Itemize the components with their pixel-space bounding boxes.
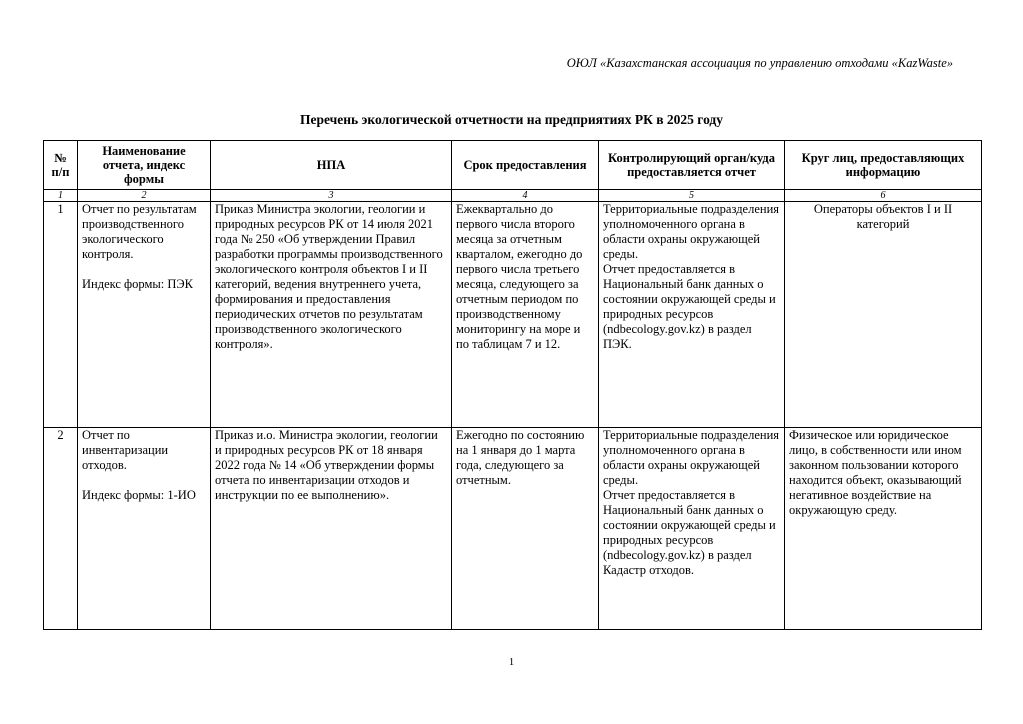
authority-text: Территориальные подразделения уполномоченного органа в области охраны окружающей среды. xyxy=(603,428,780,487)
report-name-cell xyxy=(78,428,211,630)
row-number: 2 xyxy=(44,428,78,630)
column-header-authority: Контролирующий орган/куда предоставляется отчет xyxy=(599,141,785,190)
deadline-cell: Ежеквартально до первого числа второго месяца за отчетным кварталом, ежегодно до первого числа третьего месяца, следующего за отчетным периодом по производственному мониторингу на море и по таблицам 7 и 12. xyxy=(452,202,599,428)
column-header-name: Наименование отчета, индекс формы xyxy=(78,141,211,190)
column-index: 4 xyxy=(452,190,599,202)
deadline-cell: Ежегодно по состоянию на 1 января до 1 марта года, следующего за отчетным. xyxy=(452,428,599,630)
column-header-npa: НПА xyxy=(211,141,452,190)
table-header-row xyxy=(44,141,982,190)
column-index: 2 xyxy=(78,190,211,202)
authority-note: Отчет предоставляется в Национальный банк данных о состоянии окружающей среды и природных ресурсов (ndbecology.gov.kz) в раздел Кадастр отходов. xyxy=(603,488,776,577)
column-header-number: № п/п xyxy=(44,141,78,190)
persons-cell: Физическое или юридическое лицо, в собственности или ином законном пользовании которого находится объект, оказывающий негативное воздействие на окружающую среду. xyxy=(785,428,982,630)
report-name: Отчет по инвентаризации отходов. xyxy=(82,428,169,472)
npa-cell: Приказ Министра экологии, геологии и природных ресурсов РК от 14 июля 2021 года № 250 «Об утверждении Правил разработки программы производственного экологического контроля объектов I и II категорий, ведения внутреннего учета, формирования и предоставления периодических отчетов по результатам производственного экологического контроля». xyxy=(211,202,452,428)
column-index: 6 xyxy=(785,190,982,202)
authority-note: Отчет предоставляется в Национальный банк данных о состоянии окружающей среды и природных ресурсов (ndbecology.gov.kz) в раздел ПЭК. xyxy=(603,262,776,351)
column-index: 5 xyxy=(599,190,785,202)
authority-cell xyxy=(599,428,785,630)
persons-cell: Операторы объектов I и II категорий xyxy=(785,202,982,428)
column-index: 1 xyxy=(44,190,78,202)
column-header-deadline: Срок предоставления xyxy=(452,141,599,190)
form-index: Индекс формы: 1-ИО xyxy=(82,488,196,502)
document-title: Перечень экологической отчетности на предприятиях РК в 2025 году xyxy=(299,112,724,127)
table-row xyxy=(44,202,982,428)
table-row xyxy=(44,428,982,630)
column-index: 3 xyxy=(211,190,452,202)
organization-header: ОЮЛ «Казахстанская ассоциация по управлению отходами «KazWaste» xyxy=(566,56,953,70)
npa-cell: Приказ и.о. Министра экологии, геологии и природных ресурсов РК от 18 января 2022 года № 14 «Об утверждении формы отчета по инвентаризации отходов и инструкции по ее выполнению». xyxy=(211,428,452,630)
column-header-persons: Круг лиц, предоставляющих информацию xyxy=(785,141,982,190)
report-name: Отчет по результатам производственного экологического контроля. xyxy=(82,202,197,261)
column-index-row xyxy=(44,190,982,202)
report-table xyxy=(43,140,982,630)
authority-text: Территориальные подразделения уполномоченного органа в области охраны окружающей среды. xyxy=(603,202,780,261)
form-index: Индекс формы: ПЭК xyxy=(82,277,193,291)
row-number: 1 xyxy=(44,202,78,428)
page-number: 1 xyxy=(508,656,515,668)
authority-cell xyxy=(599,202,785,428)
report-name-cell xyxy=(78,202,211,428)
